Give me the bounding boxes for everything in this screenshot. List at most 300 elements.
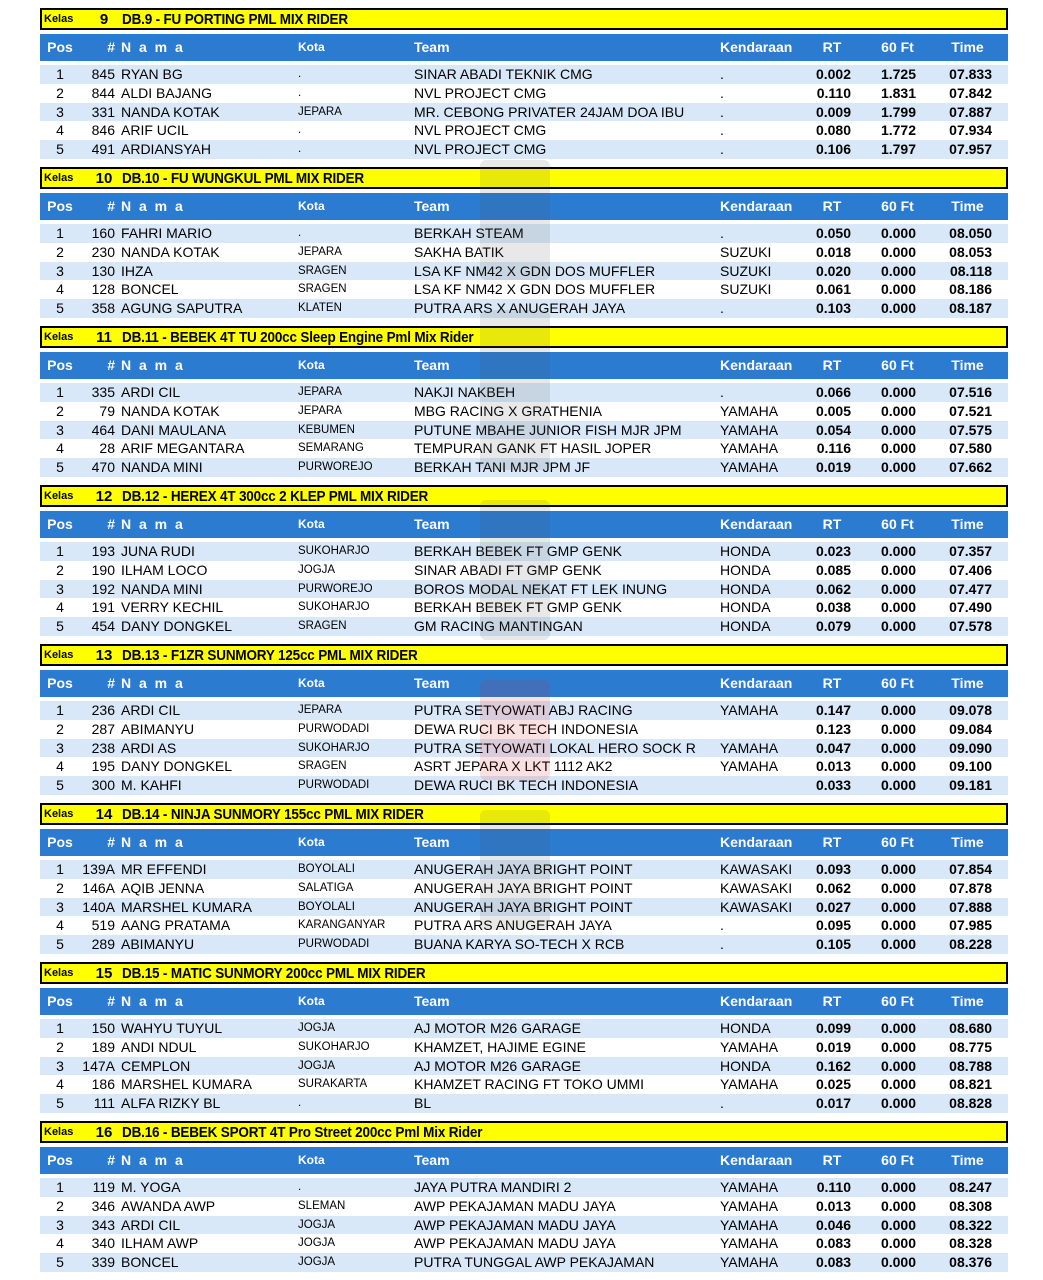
cell-ft: 0.000 — [880, 1179, 916, 1195]
cell-vehicle: YAMAHA — [720, 1254, 779, 1271]
cell-pos: 3 — [56, 103, 64, 120]
cell-num: 193 — [91, 543, 115, 559]
header-city: Kota — [298, 676, 325, 690]
cell-city: . — [298, 227, 302, 239]
header-vehicle: Kendaraan — [720, 198, 793, 214]
header-num: # — [107, 357, 115, 373]
cell-pos: 3 — [56, 1216, 64, 1233]
class-title: DB.14 - NINJA SUNMORY 155cc PML MIX RIDER — [122, 805, 424, 823]
header-time: Time — [951, 1152, 984, 1168]
class-title-bar — [40, 167, 1008, 189]
cell-time: 09.078 — [949, 702, 992, 718]
cell-ft: 0.000 — [880, 720, 916, 737]
cell-time: 07.887 — [949, 103, 992, 120]
cell-pos: 3 — [56, 580, 64, 597]
table-row — [40, 439, 1008, 458]
header-num: # — [107, 675, 115, 691]
cell-ft: 0.000 — [880, 281, 916, 298]
header-city: Kota — [298, 835, 325, 849]
cell-vehicle: YAMAHA — [720, 1179, 779, 1195]
cell-time: 08.821 — [949, 1076, 992, 1093]
cell-city: SRAGEN — [298, 283, 347, 296]
header-num: # — [107, 1152, 115, 1168]
header-rt: RT — [822, 675, 842, 691]
table-row — [40, 262, 1008, 281]
cell-time: 07.406 — [949, 561, 992, 578]
cell-pos: 4 — [56, 1235, 64, 1252]
header-vehicle: Kendaraan — [720, 993, 793, 1009]
table-row — [40, 103, 1008, 122]
cell-num: 238 — [91, 739, 115, 756]
cell-vehicle: KAWASAKI — [720, 861, 793, 877]
cell-time: 07.490 — [949, 599, 992, 616]
cell-team: PUTRA SETYOWATI ABJ RACING — [414, 702, 633, 718]
cell-pos: 5 — [56, 1254, 64, 1271]
table-row — [40, 280, 1008, 299]
table-row — [40, 701, 1008, 720]
cell-vehicle: YAMAHA — [720, 739, 779, 756]
cell-rt: 0.050 — [815, 225, 851, 241]
cell-city: KLATEN — [298, 302, 342, 315]
cell-name: ARDIANSYAH — [121, 141, 211, 158]
cell-ft: 0.000 — [880, 1057, 916, 1074]
cell-rt: 0.079 — [815, 618, 851, 635]
cell-team: PUTRA TUNGGAL AWP PEKAJAMAN — [414, 1254, 655, 1271]
cell-time: 08.328 — [949, 1235, 992, 1252]
cell-num: 846 — [91, 122, 115, 139]
cell-ft: 0.000 — [880, 618, 916, 635]
cell-vehicle: HONDA — [720, 561, 771, 578]
cell-rt: 0.019 — [815, 1038, 851, 1055]
cell-rt: 0.023 — [815, 543, 851, 559]
cell-city: SUKOHARJO — [298, 601, 370, 614]
cell-name: MR EFFENDI — [121, 861, 207, 877]
table-row — [40, 739, 1008, 758]
table-row — [40, 1057, 1008, 1076]
cell-time: 07.854 — [949, 861, 992, 877]
header-name: N a m a — [121, 198, 185, 214]
result-rows — [40, 224, 1008, 318]
cell-city: PURWOREJO — [298, 461, 373, 474]
header-time: Time — [951, 993, 984, 1009]
table-row — [40, 1234, 1008, 1253]
header-team: Team — [414, 357, 450, 373]
header-team: Team — [414, 675, 450, 691]
header-name: N a m a — [121, 1152, 185, 1168]
header-vehicle: Kendaraan — [720, 516, 793, 532]
cell-num: 147A — [82, 1057, 115, 1074]
header-rt: RT — [822, 834, 842, 850]
cell-rt: 0.080 — [815, 122, 851, 139]
cell-team: MBG RACING X GRATHENIA — [414, 402, 602, 419]
cell-pos: 2 — [56, 84, 64, 101]
table-row — [40, 1038, 1008, 1057]
cell-time: 07.842 — [949, 84, 992, 101]
cell-time: 07.833 — [949, 66, 992, 82]
cell-city: BOYOLALI — [298, 900, 355, 913]
header-time: Time — [951, 198, 984, 214]
cell-pos: 4 — [56, 440, 64, 457]
header-team: Team — [414, 516, 450, 532]
cell-rt: 0.103 — [815, 300, 851, 317]
cell-vehicle: . — [720, 66, 724, 82]
cell-name: MARSHEL KUMARA — [121, 898, 252, 915]
header-city: Kota — [298, 40, 325, 54]
class-number: 9 — [99, 10, 109, 28]
cell-ft: 0.000 — [880, 758, 916, 775]
cell-team: BERKAH BEBEK FT GMP GENK — [414, 543, 622, 559]
header-num: # — [107, 993, 115, 1009]
result-rows — [40, 65, 1008, 159]
cell-city: JEPARA — [298, 404, 342, 417]
class-title: DB.12 - HEREX 4T 300cc 2 KLEP PML MIX RIDER — [122, 487, 429, 505]
class-title: DB.13 - F1ZR SUNMORY 125cc PML MIX RIDER — [122, 646, 418, 664]
cell-num: 300 — [91, 777, 115, 794]
cell-pos: 3 — [56, 898, 64, 915]
cell-vehicle: YAMAHA — [720, 421, 779, 438]
cell-num: 189 — [91, 1038, 115, 1055]
cell-ft: 0.000 — [880, 243, 916, 260]
cell-rt: 0.033 — [815, 777, 851, 794]
cell-time: 07.516 — [949, 384, 992, 400]
cell-name: NANDA MINI — [121, 459, 203, 476]
header-pos: Pos — [47, 834, 73, 850]
results-document — [40, 8, 1008, 1280]
cell-city: . — [298, 124, 302, 137]
cell-vehicle: YAMAHA — [720, 1197, 779, 1214]
cell-name: VERRY KECHIL — [121, 599, 224, 616]
cell-pos: 1 — [56, 1179, 64, 1195]
cell-city: JEPARA — [298, 245, 342, 258]
header-vehicle: Kendaraan — [720, 39, 793, 55]
cell-team: MR. CEBONG PRIVATER 24JAM DOA IBU — [414, 103, 685, 120]
cell-vehicle: . — [720, 84, 724, 101]
cell-time: 07.575 — [949, 421, 992, 438]
cell-team: BERKAH TANI MJR JPM JF — [414, 459, 591, 476]
cell-vehicle: KAWASAKI — [720, 879, 793, 896]
cell-time: 08.228 — [949, 936, 992, 953]
cell-name: NANDA MINI — [121, 580, 203, 597]
cell-city: JEPARA — [298, 386, 342, 398]
table-row — [40, 720, 1008, 739]
cell-team: LSA KF NM42 X GDN DOS MUFFLER — [414, 281, 656, 298]
cell-team: SINAR ABADI FT GMP GENK — [414, 561, 602, 578]
table-row — [40, 243, 1008, 262]
cell-time: 08.187 — [949, 300, 992, 317]
cell-rt: 0.019 — [815, 459, 851, 476]
class-title-bar — [40, 1121, 1008, 1143]
header-ft: 60 Ft — [881, 357, 914, 373]
class-block — [40, 962, 1008, 1121]
class-block — [40, 167, 1008, 326]
cell-time: 07.521 — [949, 402, 992, 419]
cell-city: SEMARANG — [298, 442, 364, 455]
cell-ft: 0.000 — [880, 459, 916, 476]
header-vehicle: Kendaraan — [720, 357, 793, 373]
cell-time: 07.934 — [949, 122, 992, 139]
cell-name: M. YOGA — [121, 1179, 181, 1195]
cell-pos: 1 — [56, 861, 64, 877]
header-rt: RT — [822, 1152, 842, 1168]
header-rt: RT — [822, 993, 842, 1009]
cell-team: LSA KF NM42 X GDN DOS MUFFLER — [414, 262, 656, 279]
cell-vehicle: . — [720, 300, 724, 317]
class-title-bar — [40, 962, 1008, 984]
cell-rt: 0.013 — [815, 1197, 851, 1214]
cell-city: JEPARA — [298, 105, 342, 118]
table-row — [40, 1075, 1008, 1094]
cell-time: 09.084 — [949, 720, 992, 737]
header-time: Time — [951, 357, 984, 373]
cell-ft: 1.797 — [880, 141, 916, 158]
cell-num: 287 — [91, 720, 115, 737]
cell-num: 331 — [91, 103, 115, 120]
table-row — [40, 383, 1008, 402]
cell-vehicle: HONDA — [720, 580, 771, 597]
cell-city: JOGJA — [298, 563, 336, 576]
cell-name: CEMPLON — [121, 1057, 191, 1074]
cell-city: BOYOLALI — [298, 863, 355, 875]
cell-rt: 0.110 — [816, 1179, 851, 1195]
table-row — [40, 1019, 1008, 1038]
cell-team: AWP PEKAJAMAN MADU JAYA — [414, 1216, 616, 1233]
cell-ft: 0.000 — [880, 936, 916, 953]
cell-num: 845 — [91, 66, 115, 82]
cell-pos: 5 — [56, 936, 64, 953]
header-pos: Pos — [47, 993, 73, 1009]
cell-name: ABIMANYU — [121, 936, 195, 953]
class-number: 13 — [95, 646, 113, 664]
cell-num: 186 — [91, 1076, 115, 1093]
cell-ft: 0.000 — [880, 561, 916, 578]
cell-num: 146A — [82, 879, 115, 896]
cell-pos: 4 — [56, 122, 64, 139]
class-title: DB.10 - FU WUNGKUL PML MIX RIDER — [122, 169, 365, 187]
cell-time: 07.888 — [949, 898, 992, 915]
cell-pos: 2 — [56, 561, 64, 578]
cell-team: BERKAH STEAM — [414, 225, 524, 241]
cell-ft: 1.799 — [880, 103, 916, 120]
cell-name: M. KAHFI — [121, 777, 182, 794]
cell-city: PURWOREJO — [298, 582, 373, 595]
header-name: N a m a — [121, 675, 185, 691]
cell-team: KHAMZET RACING FT TOKO UMMI — [414, 1076, 644, 1093]
cell-ft: 0.000 — [880, 384, 916, 400]
class-title: DB.9 - FU PORTING PML MIX RIDER — [122, 10, 348, 28]
class-number: 11 — [96, 328, 112, 346]
header-name: N a m a — [121, 357, 185, 373]
cell-rt: 0.025 — [815, 1076, 851, 1093]
cell-pos: 5 — [56, 141, 64, 158]
cell-team: NAKJI NAKBEH — [414, 384, 516, 400]
class-label: Kelas — [44, 967, 74, 979]
cell-name: JUNA RUDI — [121, 543, 195, 559]
cell-time: 07.957 — [949, 141, 992, 158]
cell-time: 07.578 — [949, 618, 992, 635]
cell-pos: 1 — [56, 702, 64, 718]
cell-vehicle: HONDA — [720, 599, 771, 616]
cell-name: ARIF MEGANTARA — [121, 440, 245, 457]
header-team: Team — [414, 1152, 450, 1168]
cell-rt: 0.020 — [815, 262, 851, 279]
cell-name: ILHAM LOCO — [121, 561, 208, 578]
header-num: # — [107, 834, 115, 850]
cell-vehicle: YAMAHA — [720, 1076, 779, 1093]
cell-pos: 5 — [56, 777, 64, 794]
cell-rt: 0.054 — [815, 421, 851, 438]
header-ft: 60 Ft — [881, 675, 914, 691]
cell-city: JEPARA — [298, 704, 342, 716]
cell-team: PUTRA ARS X ANUGERAH JAYA — [414, 300, 626, 317]
cell-pos: 4 — [56, 758, 64, 775]
cell-rt: 0.095 — [815, 917, 851, 934]
cell-city: SALATIGA — [298, 881, 354, 894]
class-title-bar — [40, 803, 1008, 825]
cell-num: 192 — [91, 580, 115, 597]
cell-num: 111 — [93, 1095, 115, 1112]
cell-num: 191 — [91, 599, 115, 616]
cell-num: 190 — [91, 561, 115, 578]
cell-city: PURWODADI — [298, 722, 370, 735]
cell-team: AWP PEKAJAMAN MADU JAYA — [414, 1197, 616, 1214]
result-rows — [40, 1178, 1008, 1272]
table-row — [40, 121, 1008, 140]
table-row — [40, 879, 1008, 898]
table-row — [40, 757, 1008, 776]
cell-vehicle: YAMAHA — [720, 702, 779, 718]
cell-team: ASRT JEPARA X LKT 1112 AK2 — [414, 758, 613, 775]
cell-time: 07.985 — [949, 917, 992, 934]
cell-num: 150 — [91, 1020, 115, 1036]
class-block — [40, 326, 1008, 485]
cell-name: ILHAM AWP — [121, 1235, 199, 1252]
class-block — [40, 803, 1008, 962]
cell-pos: 5 — [56, 618, 64, 635]
header-pos: Pos — [47, 198, 73, 214]
class-label: Kelas — [44, 490, 74, 502]
cell-team: NVL PROJECT CMG — [414, 122, 547, 139]
cell-vehicle: HONDA — [720, 543, 771, 559]
result-rows — [40, 701, 1008, 795]
class-label: Kelas — [44, 331, 74, 343]
cell-vehicle: YAMAHA — [720, 459, 779, 476]
cell-rt: 0.123 — [815, 720, 851, 737]
cell-city: . — [298, 68, 302, 80]
header-pos: Pos — [47, 357, 73, 373]
header-time: Time — [951, 675, 984, 691]
cell-city: KARANGANYAR — [298, 919, 386, 932]
cell-num: 128 — [91, 281, 115, 298]
header-team: Team — [414, 834, 450, 850]
cell-vehicle: HONDA — [720, 1057, 771, 1074]
table-row — [40, 1094, 1008, 1113]
cell-team: AWP PEKAJAMAN MADU JAYA — [414, 1235, 616, 1252]
cell-ft: 0.000 — [880, 879, 916, 896]
cell-name: ARDI CIL — [121, 702, 181, 718]
cell-time: 08.680 — [949, 1020, 992, 1036]
table-header — [40, 34, 1008, 61]
table-row — [40, 140, 1008, 159]
header-ft: 60 Ft — [881, 993, 914, 1009]
cell-city: . — [298, 86, 302, 99]
cell-city: SRAGEN — [298, 264, 347, 277]
cell-num: 519 — [91, 917, 115, 934]
cell-team: JAYA PUTRA MANDIRI 2 — [414, 1179, 572, 1195]
table-row — [40, 916, 1008, 935]
cell-num: 28 — [99, 440, 115, 457]
cell-team: TEMPURAN GANK FT HASIL JOPER — [414, 440, 652, 457]
cell-name: ARDI CIL — [121, 1216, 181, 1233]
header-name: N a m a — [121, 39, 185, 55]
table-row — [40, 65, 1008, 84]
cell-team: SAKHA BATIK — [414, 243, 504, 260]
cell-name: ALDI BAJANG — [121, 84, 213, 101]
header-num: # — [107, 39, 115, 55]
cell-pos: 5 — [56, 300, 64, 317]
cell-city: SURAKARTA — [298, 1078, 368, 1091]
cell-city: . — [298, 1097, 302, 1110]
table-row — [40, 776, 1008, 795]
header-ft: 60 Ft — [881, 1152, 914, 1168]
cell-ft: 0.000 — [880, 543, 916, 559]
cell-ft: 0.000 — [880, 861, 916, 877]
cell-name: AGUNG SAPUTRA — [121, 300, 243, 317]
cell-team: PUTRA SETYOWATI LOKAL HERO SOCK R — [414, 739, 696, 756]
cell-num: 289 — [91, 936, 115, 953]
header-city: Kota — [298, 199, 325, 213]
cell-city: . — [298, 1181, 302, 1193]
cell-num: 340 — [91, 1235, 115, 1252]
cell-pos: 3 — [56, 739, 64, 756]
cell-time: 08.186 — [949, 281, 992, 298]
cell-pos: 2 — [56, 1197, 64, 1214]
cell-time: 07.477 — [949, 580, 992, 597]
cell-team: BL — [414, 1095, 432, 1112]
class-block — [40, 1121, 1008, 1280]
cell-time: 08.775 — [949, 1038, 992, 1055]
cell-vehicle: YAMAHA — [720, 1235, 779, 1252]
cell-city: JOGJA — [298, 1022, 336, 1034]
cell-vehicle: YAMAHA — [720, 440, 779, 457]
cell-pos: 2 — [56, 720, 64, 737]
cell-num: 470 — [91, 459, 115, 476]
cell-pos: 5 — [56, 459, 64, 476]
table-row — [40, 421, 1008, 440]
cell-name: DANY DONGKEL — [121, 758, 232, 775]
cell-rt: 0.099 — [815, 1020, 851, 1036]
header-time: Time — [951, 39, 984, 55]
header-ft: 60 Ft — [881, 39, 914, 55]
cell-city: JOGJA — [298, 1218, 336, 1231]
cell-rt: 0.110 — [816, 84, 851, 101]
cell-rt: 0.061 — [815, 281, 851, 298]
class-title-bar — [40, 326, 1008, 348]
table-row — [40, 299, 1008, 318]
table-row — [40, 1197, 1008, 1216]
cell-num: 79 — [99, 402, 115, 419]
cell-rt: 0.066 — [815, 384, 851, 400]
class-label: Kelas — [44, 172, 74, 184]
class-title: DB.16 - BEBEK SPORT 4T Pro Street 200cc Pml Mix Rider — [122, 1123, 483, 1141]
cell-time: 09.100 — [949, 758, 992, 775]
cell-team: NVL PROJECT CMG — [414, 141, 547, 158]
cell-ft: 1.725 — [880, 66, 916, 82]
cell-pos: 1 — [56, 1020, 64, 1036]
cell-city: SRAGEN — [298, 620, 347, 633]
cell-ft: 0.000 — [880, 421, 916, 438]
class-number: 12 — [95, 487, 113, 505]
cell-ft: 1.831 — [880, 84, 916, 101]
